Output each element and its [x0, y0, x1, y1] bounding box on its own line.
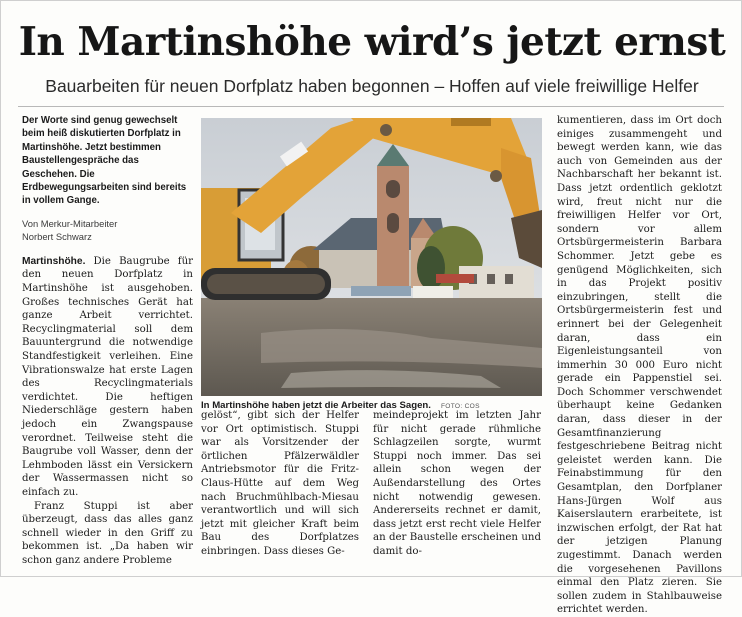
byline — [22, 217, 193, 243]
column-1 — [22, 114, 193, 568]
photo-credit: FOTO: COS — [440, 403, 480, 410]
column-4 — [557, 114, 722, 617]
byline-role: Von Merkur-Mitarbeiter — [22, 217, 118, 229]
dateline: Martinshöhe. — [22, 255, 86, 267]
excavator-church-image — [201, 118, 542, 396]
column-3 — [373, 409, 541, 559]
body-paragraph — [22, 255, 193, 500]
lead-paragraph: Der Worte sind genug gewechselt beim heiß diskutierten Dorfplatz in Martinshöhe. Jetzt bestimmen Baustellengespräche das Geschehen. Die Erdbewegungsarbeiten sind bereits in vollem Gange. — [22, 115, 187, 207]
headline: In Martinshöhe wird’s jetzt ernst — [18, 19, 726, 65]
divider — [18, 106, 724, 107]
caption-text: In Martinshöhe haben jetzt die Arbeiter das Sagen. — [201, 400, 431, 411]
subheadline: Bauarbeiten für neuen Dorfplatz haben begonnen – Hoffen auf viele freiwillige Helfer — [45, 76, 699, 96]
construction-photo — [201, 118, 542, 396]
body-paragraph-3: gelöst“, gibt sich der Helfer vor Ort optimistisch. Stuppi war als Vorsitzender der örtlichen Pfälzerwäldler Antriebsmotor für die Fritz-Claus-Hütte auf dem Weg nach Bruchmühlbach-Miesau verantwortlich und will sich jetzt mit gleicher Kraft beim Bau des Dorfplatzes einbringen. Dass dieses Ge- — [201, 410, 359, 557]
column-2 — [201, 409, 359, 559]
body-text: Die Baugrube für den neuen Dorfplatz in Martinshöhe ist ausgehoben. Großes technisches Gerät hat ganze Arbeit verrichtet. Recyclingmaterial soll dem Bauuntergrund die notwendige Standfestigkeit verleihen. Eine Vibrationswalze hat erste Lagen des Recyclingmaterials verdichtet. Die heftigen Niederschläge gestern haben jedoch ein Zwangspause verordnet. Teilweise steht die Baugrube voll Wasser, denn der Lehmboden lässt ein Versickern der Wassermassen nicht so einfach zu. — [22, 255, 193, 498]
body-paragraph-5: kumentieren, dass im Ort doch einiges zusammengeht und bewegt werden kann, wie das auch von Gemeinden aus der Nachbarschaft her bekannt ist. Dass jetzt ordentlich geklotzt wird, freut nicht nur die freiwilligen Helfer vor Ort, sondern vor allem Ortsbürgermeisterin Barbara Schommer. Jetzt gebe es genügend Möglichkeiten, sich in das Projekt positiv einzubringen, stellt die Ortsbürgermeisterin fest und erinnert bei der Gelegenheit daran, dass ein Eigenleistungsanteil von immerhin 30 000 Euro nicht gerade ein Pappenstiel sei. Doch Schommer verschwendet überhaupt keine Gedanken daran, dass dieser in der Gesamtfinanzierung festgeschriebene Beitrag nicht geleistet werden kann. Die Feinabstimmung für den Gesamtplan, den Dorfplaner Hans-Jürgen Wolf aus Kaiserslautern erarbeitete, ist inzwischen erfolgt, der Rat hat der jetzigen Planung zugestimmt. Danach werden die vorgesehenen Pavillons einmal den Platz zieren. Sie sollen zudem in Stahlbauweise errichtet werden. — [557, 115, 722, 616]
body-paragraph-4: meindeprojekt im letzten Jahr für nicht gerade rühmliche Schlagzeilen sorgte, wurmt Stuppi noch immer. Das sei allein schon wegen der Außendarstellung des Ortes nicht notwendig gewesen. Andererseits rechnet er damit, dass jetzt erst recht viele Helfer an der Baustelle erscheinen und damit do- — [373, 410, 541, 557]
body-paragraph-2: Franz Stuppi ist aber überzeugt, dass das alles ganz schnell wieder in den Griff zu bekommen ist. „Da haben wir schon ganz andere Probleme — [22, 500, 193, 566]
byline-author: Norbert Schwarz — [22, 230, 92, 242]
